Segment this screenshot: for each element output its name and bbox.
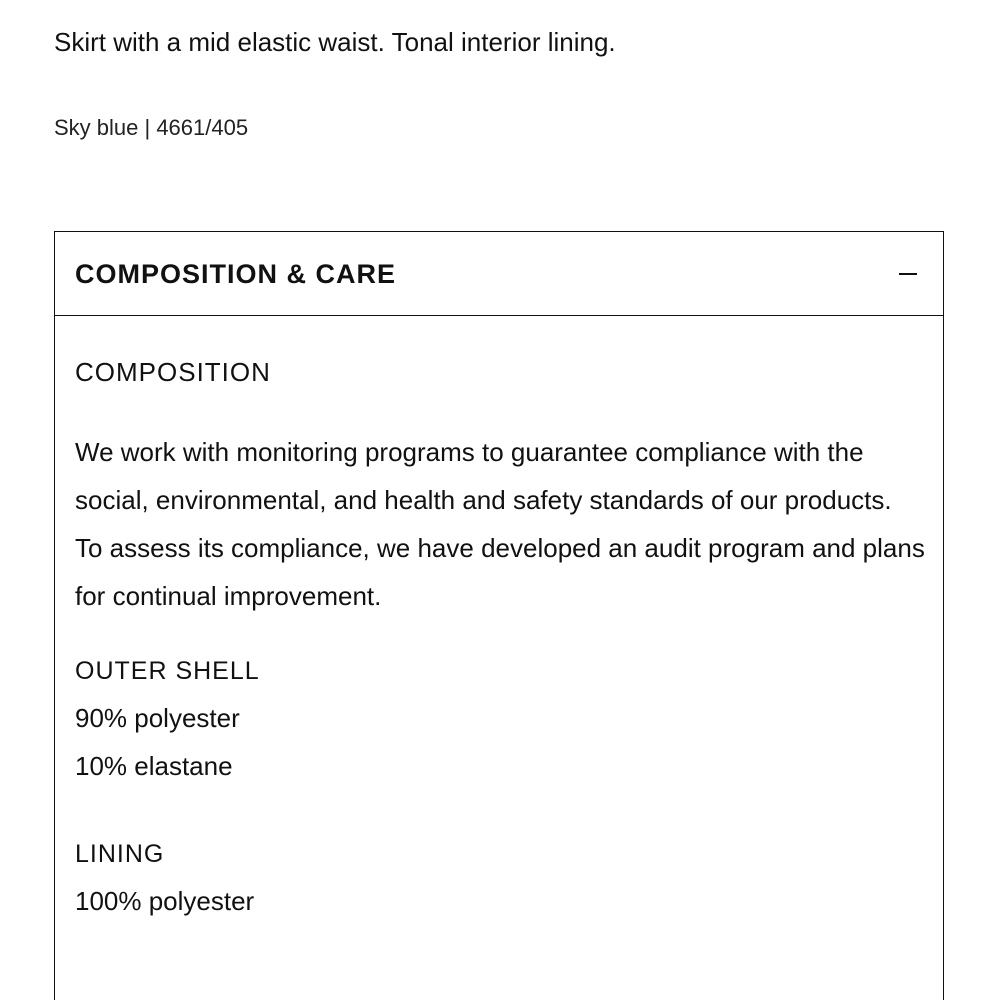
material-line: 90% polyester <box>75 703 240 733</box>
outer-shell-heading: OUTER SHELL <box>75 657 260 685</box>
lining-heading: LINING <box>75 840 165 868</box>
lining-group <box>75 836 923 925</box>
composition-heading: COMPOSITION <box>75 357 271 387</box>
material-line: 10% elastane <box>75 751 233 781</box>
accordion-body <box>55 316 943 925</box>
accordion-header[interactable] <box>55 232 943 316</box>
product-description: Skirt with a mid elastic waist. Tonal interior lining. <box>54 27 616 57</box>
minus-icon[interactable] <box>899 273 917 275</box>
color-reference: Sky blue | 4661/405 <box>54 115 249 140</box>
material-line: 100% polyester <box>75 886 255 916</box>
accordion-title: COMPOSITION & CARE <box>75 259 397 289</box>
compliance-policy-text: We work with monitoring programs to guarantee compliance with the social, environmental, and health and safety standards of our products. To assess its compliance, we have developed an audit program and plans for continual improvement. <box>75 437 925 611</box>
composition-care-accordion <box>54 231 944 1000</box>
outer-shell-group <box>75 653 923 790</box>
